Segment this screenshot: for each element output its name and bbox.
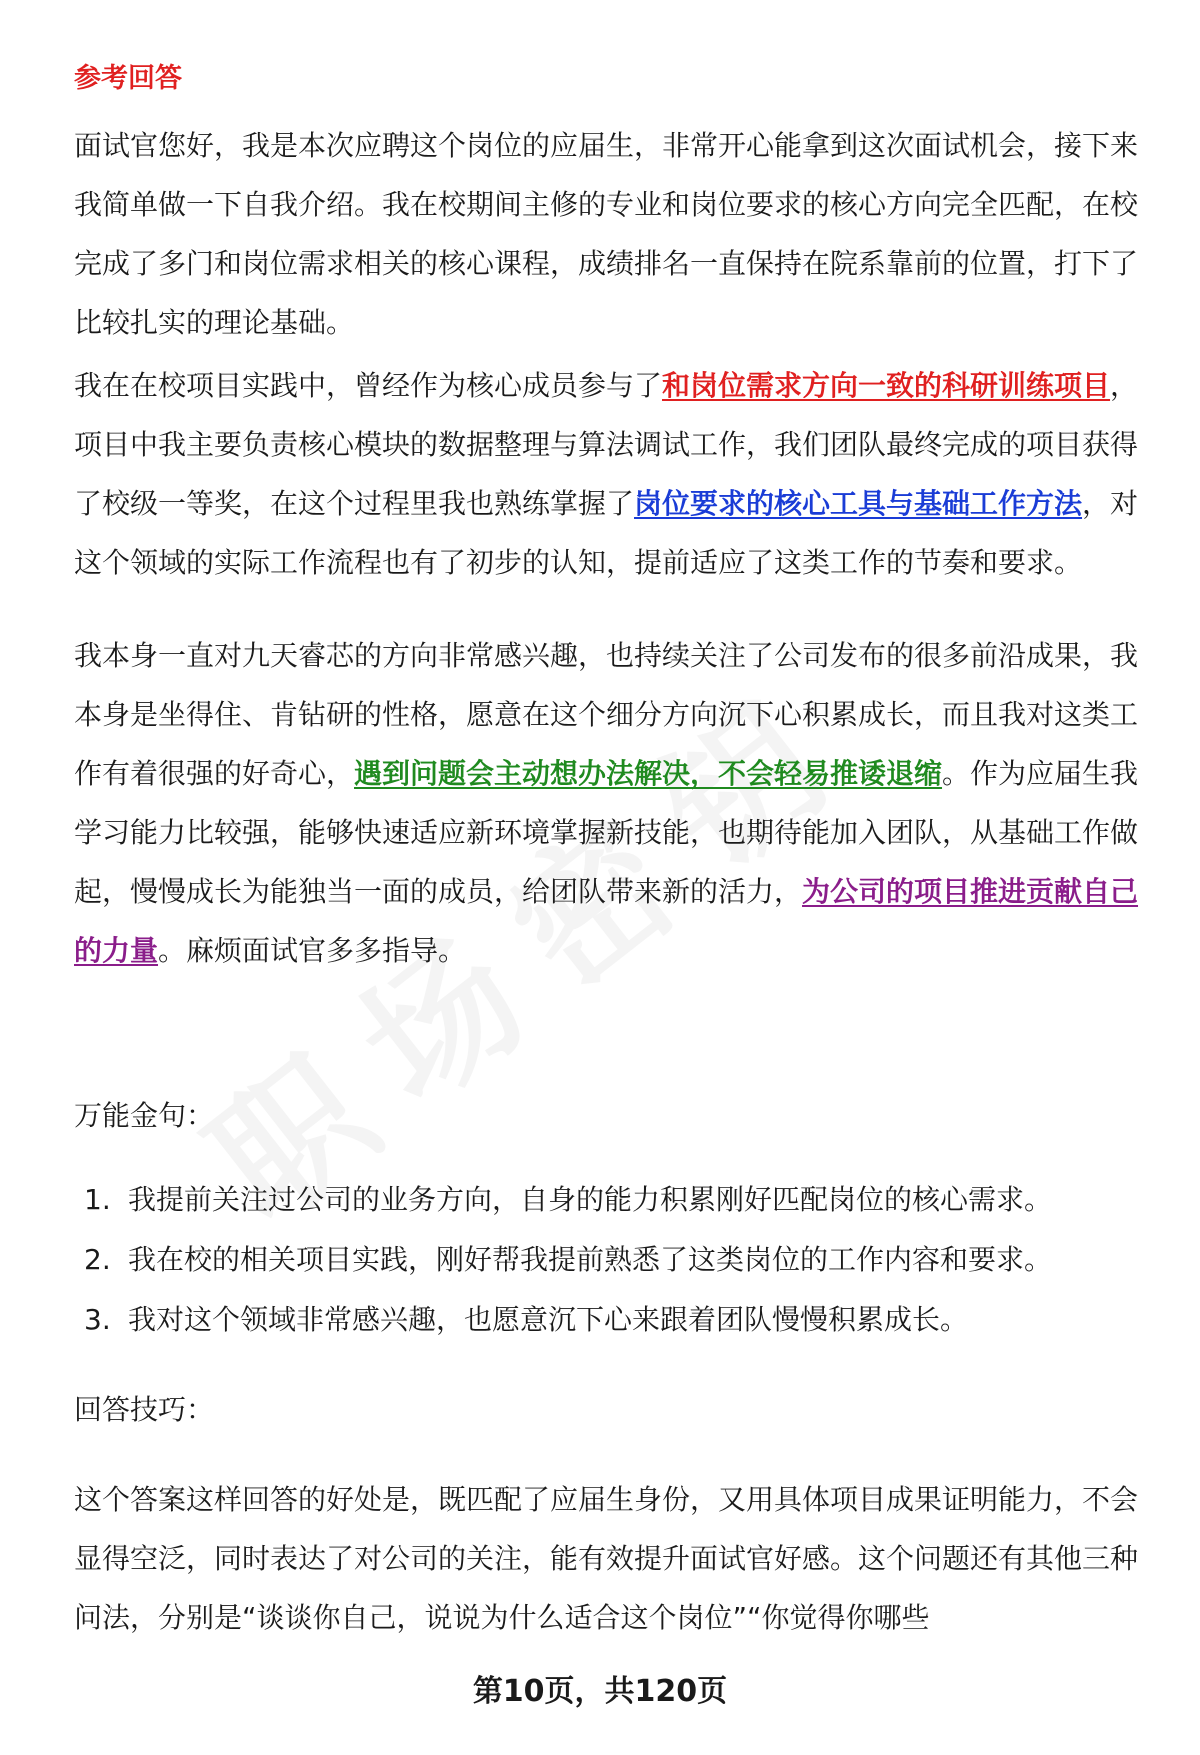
list-text: 我在校的相关项目实践，刚好帮我提前熟悉了这类岗位的工作内容和要求。: [128, 1243, 1053, 1276]
highlight-red: 和岗位需求方向一致的科研训练项目: [662, 369, 1111, 402]
text-segment: 我在在校项目实践中，曾经作为核心成员参与了: [74, 369, 663, 402]
golden-sentences-list: [84, 1170, 1144, 1350]
highlight-blue: 岗位要求的核心工具与基础工作方法: [634, 487, 1083, 520]
page-number-footer: 第10页，共120页: [472, 1674, 728, 1709]
tips-paragraph: 这个答案这样回答的好处是，既匹配了应届生身份，又用具体项目成果证明能力，不会显得空泛，同时表达了对公司的关注，能有效提升面试官好感。这个问题还有其他三种问法，分别是“谈谈你自己，说说为什么适合这个岗位”“你觉得你哪些: [74, 1483, 1139, 1634]
list-number: 1.: [84, 1183, 111, 1216]
list-item: [84, 1170, 1144, 1230]
list-text: 我对这个领域非常感兴趣，也愿意沉下心来跟着团队慢慢积累成长。: [128, 1303, 969, 1336]
text-segment: 。作为应届生我学习能力比较强，能够快速适应新环境掌握新技能，也期待能加入团队，从基础工作做起，慢慢成长为能独当一面的成员，给团队带来新的活力，: [74, 757, 1139, 908]
list-text: 我提前关注过公司的业务方向，自身的能力积累刚好匹配岗位的核心需求。: [128, 1183, 1053, 1216]
intro-paragraph: 面试官您好，我是本次应聘这个岗位的应届生，非常开心能拿到这次面试机会，接下来我简单做一下自我介绍。我在校期间主修的专业和岗位要求的核心方向完全匹配，在校完成了多门和岗位需求相关的核心课程，成绩排名一直保持在院系靠前的位置，打下了比较扎实的理论基础。: [74, 129, 1139, 339]
section-heading: 参考回答: [74, 63, 182, 94]
golden-sentences-label: 万能金句：: [74, 1099, 215, 1132]
motivation-paragraph: [74, 626, 1150, 980]
list-number: 2.: [84, 1243, 111, 1276]
text-segment: ，项目中我主要负责核心模块的数据整理与算法调试工作，我们团队最终完成的项目获得了校级一等奖，在这个过程里我也熟练掌握了: [74, 369, 1139, 520]
text-segment: 。麻烦面试官多多指导。: [158, 934, 467, 967]
highlight-purple: 为公司的项目推进贡献自己的力量: [74, 875, 1139, 967]
list-item: [84, 1230, 1144, 1290]
list-number: 3.: [84, 1303, 111, 1336]
project-paragraph: [74, 356, 1150, 592]
highlight-green: 遇到问题会主动想办法解决，不会轻易推诿退缩: [354, 757, 943, 790]
answer-tips-label: 回答技巧：: [74, 1393, 215, 1426]
text-segment: 我本身一直对九天睿芯的方向非常感兴趣，也持续关注了公司发布的很多前沿成果，我本身是坐得住、肯钻研的性格，愿意在这个细分方向沉下心积累成长，而且我对这类工作有着很强的好奇心，: [74, 639, 1139, 790]
list-item: [84, 1290, 1144, 1350]
text-segment: ，对这个领域的实际工作流程也有了初步的认知，提前适应了这类工作的节奏和要求。: [74, 487, 1139, 579]
